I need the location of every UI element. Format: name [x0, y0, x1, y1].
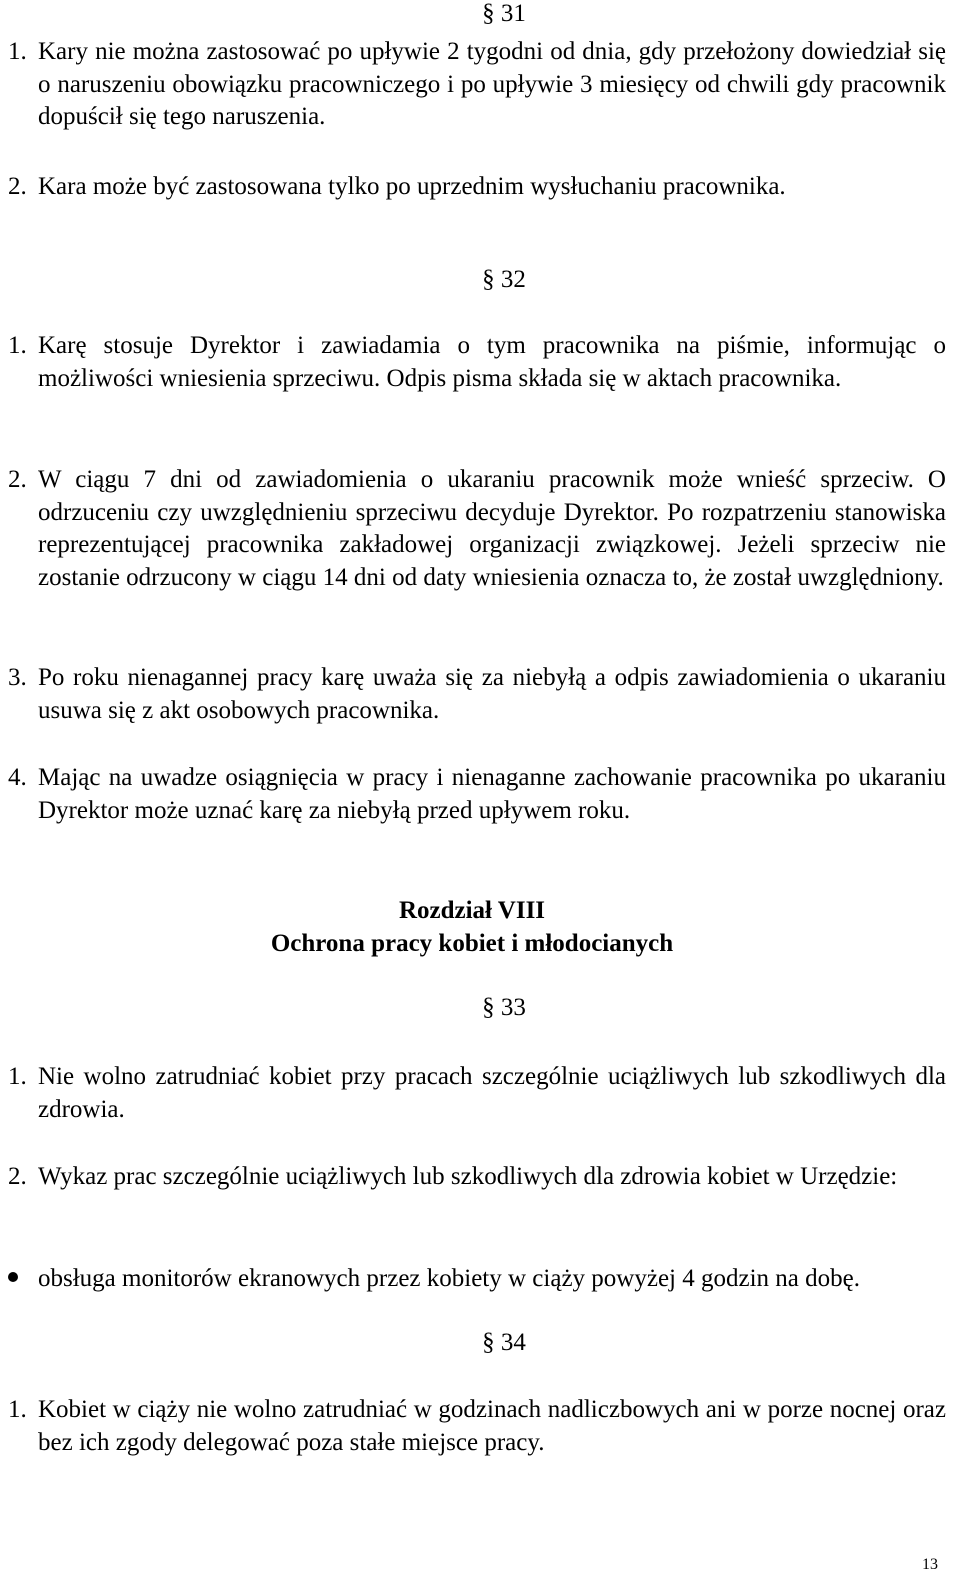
- paragraph-text: Kobiet w ciąży nie wolno zatrudniać w godzinach nadliczbowych ani w porze nocnej oraz bez ich zgody delegować poza stałe miejsce pracy.: [38, 1396, 946, 1456]
- section-heading-31: § 31: [482, 0, 526, 27]
- paragraph-text: Po roku nienagannej pracy karę uważa się za niebyłą a odpis zawiadomienia o ukaraniu usuwa się z akt osobowych pracownika.: [38, 664, 946, 724]
- chapter-title: Ochrona pracy kobiet i młodocianych: [270, 930, 674, 957]
- paragraph-text: Kara może być zastosowana tylko po uprzednim wysłuchaniu pracownika.: [38, 173, 786, 200]
- paragraph-33-1: [8, 1061, 946, 1126]
- section-heading-34: § 34: [482, 1329, 526, 1356]
- paragraph-31-2: [8, 171, 946, 204]
- paragraph-number: 2.: [8, 466, 27, 493]
- paragraph-number: 1.: [8, 332, 27, 359]
- paragraph-text: Mając na uwadze osiągnięcia w pracy i nienaganne zachowanie pracownika po ukaraniu Dyrektor może uznać karę za niebyłą przed upływem roku.: [38, 764, 946, 824]
- paragraph-33-2: [8, 1161, 946, 1194]
- paragraph-text: Karę stosuje Dyrektor i zawiadamia o tym pracownika na piśmie, informując o możliwości wniesienia sprzeciwu. Odpis pisma składa się w aktach pracownika.: [38, 332, 946, 392]
- paragraph-34-1: [8, 1394, 946, 1459]
- paragraph-number: 4.: [8, 764, 27, 791]
- paragraph-text: W ciągu 7 dni od zawiadomienia o ukaraniu pracownik może wnieść sprzeciw. O odrzuceniu czy uwzględnieniu sprzeciwu decyduje Dyrektor. Po rozpatrzeniu stanowiska reprezentującej pracownika zakładowej organizacji związkowej. Jeżeli sprzeciw nie zostanie odrzucony w ciągu 14 dni od daty wniesienia oznacza to, że został uwzględniony.: [38, 466, 946, 591]
- bullet-list-item: [38, 1262, 946, 1295]
- chapter-number: Rozdział VIII: [398, 897, 546, 924]
- paragraph-text: Kary nie można zastosować po upływie 2 tygodni od dnia, gdy przełożony dowiedział się o naruszeniu obowiązku pracowniczego i po upływie 3 miesięcy od chwili gdy pracownik dopuścił się tego naruszenia.: [38, 38, 946, 130]
- paragraph-text: Wykaz prac szczególnie uciążliwych lub szkodliwych dla zdrowia kobiet w Urzędzie:: [38, 1163, 898, 1190]
- paragraph-text: Nie wolno zatrudniać kobiet przy pracach szczególnie uciążliwych lub szkodliwych dla zdrowia.: [38, 1063, 946, 1123]
- paragraph-32-4: [8, 762, 946, 827]
- paragraph-number: 1.: [8, 1063, 27, 1090]
- paragraph-number: 3.: [8, 664, 27, 691]
- section-heading-33: § 33: [482, 994, 526, 1021]
- paragraph-number: 1.: [8, 1396, 27, 1423]
- paragraph-32-3: [8, 662, 946, 727]
- paragraph-number: 2.: [8, 1163, 27, 1190]
- paragraph-31-1: [8, 36, 946, 134]
- paragraph-32-2: [8, 464, 946, 594]
- paragraph-number: 2.: [8, 173, 27, 200]
- page-number: 13: [922, 1556, 938, 1573]
- section-heading-32: § 32: [482, 266, 526, 293]
- paragraph-32-1: [8, 330, 946, 395]
- bullet-icon: [8, 1272, 18, 1282]
- bullet-text: obsługa monitorów ekranowych przez kobiety w ciąży powyżej 4 godzin na dobę.: [38, 1265, 860, 1292]
- paragraph-number: 1.: [8, 38, 27, 65]
